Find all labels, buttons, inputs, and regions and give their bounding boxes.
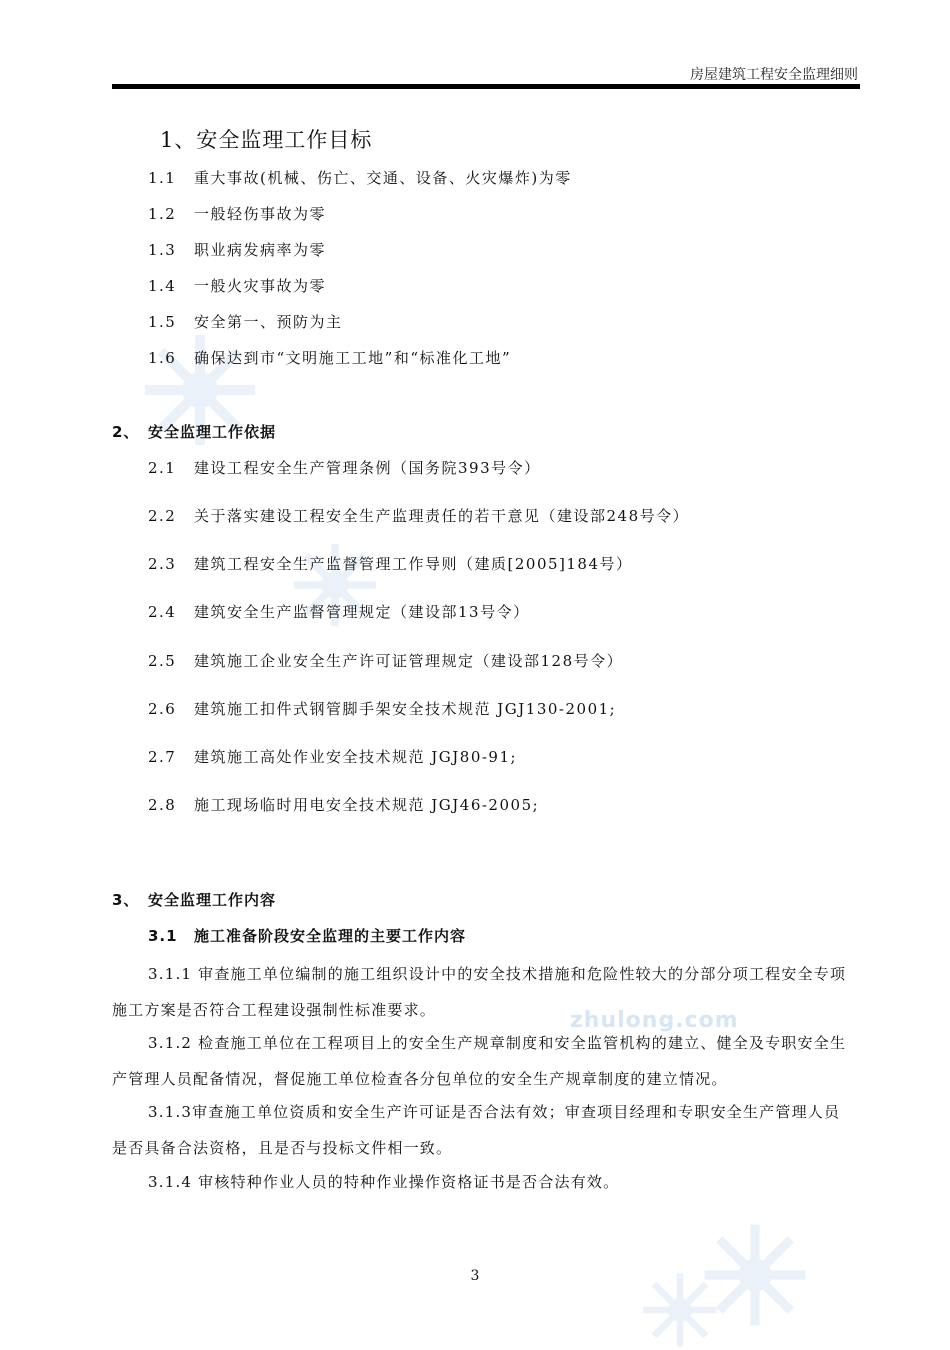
list-item: 1.3 职业病发病率为零 xyxy=(148,241,327,259)
list-item: 2.6 建筑施工扣件式钢管脚手架安全技术规范 JGJ130-2001; xyxy=(148,700,617,718)
page-number: 3 xyxy=(470,1268,480,1284)
section-3-heading: 3、 安全监理工作内容 xyxy=(112,891,277,909)
list-item: 2.8 施工现场临时用电安全技术规范 JGJ46-2005; xyxy=(148,796,540,814)
section-2-heading: 2、 安全监理工作依据 xyxy=(112,423,277,441)
list-item: 1.6 确保达到市“文明施工工地”和“标准化工地” xyxy=(148,349,512,367)
list-item: 2.5 建筑施工企业安全生产许可证管理规定（建设部128号令） xyxy=(148,652,624,670)
paragraph: 3.1.1 审查施工单位编制的施工组织设计中的安全技术措施和危险性较大的分部分项工程安全专项施工方案是否符合工程建设强制性标准要求。 xyxy=(112,965,847,1019)
list-item: 1.5 安全第一、预防为主 xyxy=(148,313,343,331)
running-header: 房屋建筑工程安全监理细则 xyxy=(690,67,858,83)
subsection-heading: 3.1 施工准备阶段安全监理的主要工作内容 xyxy=(148,927,467,945)
list-item: 2.7 建筑施工高处作业安全技术规范 JGJ80-91; xyxy=(148,748,518,766)
header-rule xyxy=(112,84,860,89)
list-item: 1.1 重大事故(机械、伤亡、交通、设备、火灾爆炸)为零 xyxy=(148,169,572,187)
list-item: 1.2 一般轻伤事故为零 xyxy=(148,205,327,223)
paragraph: 3.1.3审查施工单位资质和安全生产许可证是否合法有效；审查项目经理和专职安全生产管理人员是否具备合法资格，且是否与投标文件相一致。 xyxy=(112,1103,841,1157)
section-1-heading: 1、安全监理工作目标 xyxy=(160,128,373,152)
watermark-text: zhulong.com xyxy=(570,1008,739,1033)
list-item: 2.2 关于落实建设工程安全生产监理责任的若干意见（建设部248号令） xyxy=(148,507,690,525)
list-item: 2.1 建设工程安全生产管理条例（国务院393号令） xyxy=(148,459,541,477)
paragraph: 3.1.4 审核特种作业人员的特种作业操作资格证书是否合法有效。 xyxy=(148,1173,620,1191)
paragraph: 3.1.2 检查施工单位在工程项目上的安全生产规章制度和安全监管机构的建立、健全及专职安全生产管理人员配备情况，督促施工单位检查各分包单位的安全生产规章制度的建立情况。 xyxy=(112,1034,847,1088)
list-item: 2.3 建筑工程安全生产监督管理工作导则（建质[2005]184号） xyxy=(148,555,633,573)
list-item: 1.4 一般火灾事故为零 xyxy=(148,277,327,295)
list-item: 2.4 建筑安全生产监督管理规定（建设部13号令） xyxy=(148,603,530,621)
